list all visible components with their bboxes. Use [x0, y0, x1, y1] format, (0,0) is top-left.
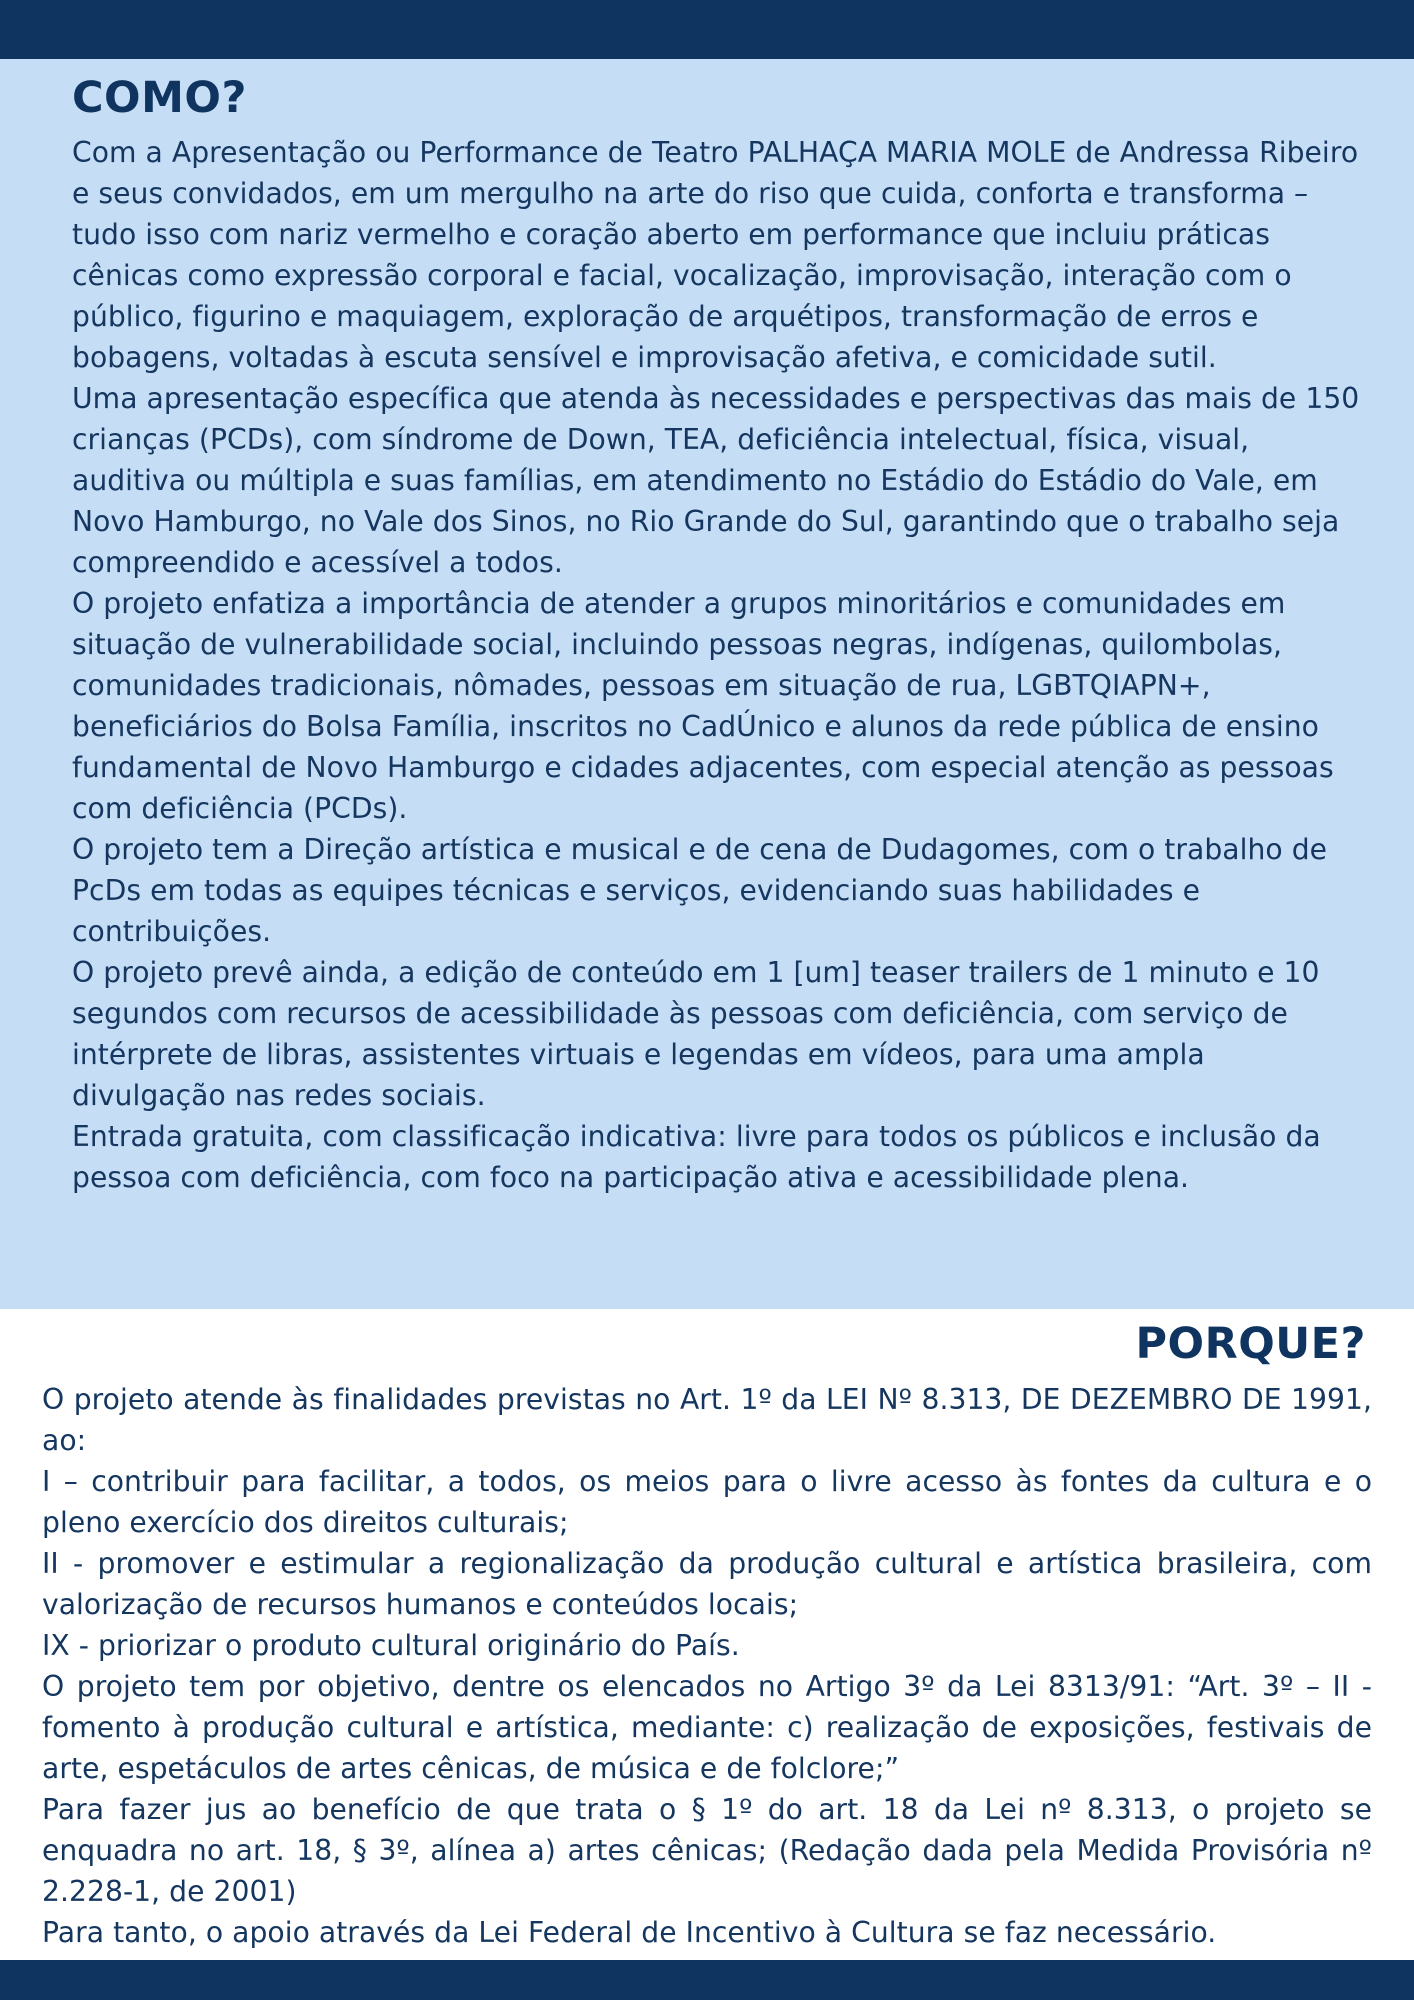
porque-paragraph-2: I – contribuir para facilitar, a todos, os meios para o livre acesso às fontes da cultura e o pleno exercício dos direitos culturais;	[42, 1465, 1372, 1539]
bottom-banner-bar	[0, 1960, 1414, 2000]
como-paragraph-1: Com a Apresentação ou Performance de Teatro PALHAÇA MARIA MOLE de Andressa Ribeiro e seus convidados, em um mergulho na arte do riso que cuida, conforta e transforma – tudo isso com nariz vermelho e coração aberto em performance que incluiu práticas cênicas como expressão corporal e facial, vocalização, improvisação, interação com o público, figurino e maquiagem, exploração de arquétipos, transformação de erros e bobagens, voltadas à escuta sensível e improvisação afetiva, e comicidade sutil.	[72, 136, 1359, 374]
porque-heading: PORQUE?	[1135, 1319, 1366, 1369]
porque-paragraph-4: IX - priorizar o produto cultural originário do País.	[42, 1629, 740, 1662]
como-paragraph-4: O projeto tem a Direção artística e musical e de cena de Dudagomes, com o trabalho de PcDs em todas as equipes técnicas e serviços, evidenciando suas habilidades e contribuições.	[72, 833, 1328, 948]
como-paragraph-5: O projeto prevê ainda, a edição de conteúdo em 1 [um] teaser trailers de 1 minuto e 10 segundos com recursos de acessibilidade às pessoas com deficiência, com serviço de intérprete de libras, assistentes virtuais e legendas em vídeos, para uma ampla divulgação nas redes sociais.	[72, 956, 1320, 1112]
porque-paragraph-6: Para fazer jus ao benefício de que trata o § 1º do art. 18 da Lei nº 8.313, o projeto se enquadra no art. 18, § 3º, alínea a) artes cênicas; (Redação dada pela Medida Provisória nº 2.228-1, de 2001)	[42, 1793, 1372, 1908]
porque-paragraph-7: Para tanto, o apoio através da Lei Federal de Incentivo à Cultura se faz necessário.	[42, 1916, 1217, 1949]
como-heading: COMO?	[72, 73, 247, 123]
como-body	[72, 132, 1362, 1198]
porque-paragraph-3: II - promover e estimular a regionalização da produção cultural e artística brasileira, com valorização de recursos humanos e conteúdos locais;	[42, 1547, 1372, 1621]
top-banner-bar	[0, 0, 1414, 59]
como-paragraph-2: Uma apresentação específica que atenda às necessidades e perspectivas das mais de 150 crianças (PCDs), com síndrome de Down, TEA, deficiência intelectual, física, visual, auditiva ou múltipla e suas famílias, em atendimento no Estádio do Estádio do Vale, em Novo Hamburgo, no Vale dos Sinos, no Rio Grande do Sul, garantindo que o trabalho seja compreendido e acessível a todos.	[72, 382, 1360, 579]
porque-paragraph-1: O projeto atende às finalidades previstas no Art. 1º da LEI Nº 8.313, DE DEZEMBRO DE 1991, ao:	[42, 1383, 1372, 1457]
porque-body	[42, 1379, 1372, 1953]
porque-paragraph-5: O projeto tem por objetivo, dentre os elencados no Artigo 3º da Lei 8313/91: “Art. 3º – II - fomento à produção cultural e artística, mediante: c) realização de exposições, festivais de arte, espetáculos de artes cênicas, de música e de folclore;”	[42, 1670, 1372, 1785]
como-paragraph-6: Entrada gratuita, com classificação indicativa: livre para todos os públicos e inclusão da pessoa com deficiência, com foco na participação ativa e acessibilidade plena.	[72, 1120, 1321, 1194]
como-paragraph-3: O projeto enfatiza a importância de atender a grupos minoritários e comunidades em situação de vulnerabilidade social, incluindo pessoas negras, indígenas, quilombolas, comunidades tradicionais, nômades, pessoas em situação de rua, LGBTQIAPN+, beneficiários do Bolsa Família, inscritos no CadÚnico e alunos da rede pública de ensino fundamental de Novo Hamburgo e cidades adjacentes, com especial atenção as pessoas com deficiência (PCDs).	[72, 587, 1334, 825]
